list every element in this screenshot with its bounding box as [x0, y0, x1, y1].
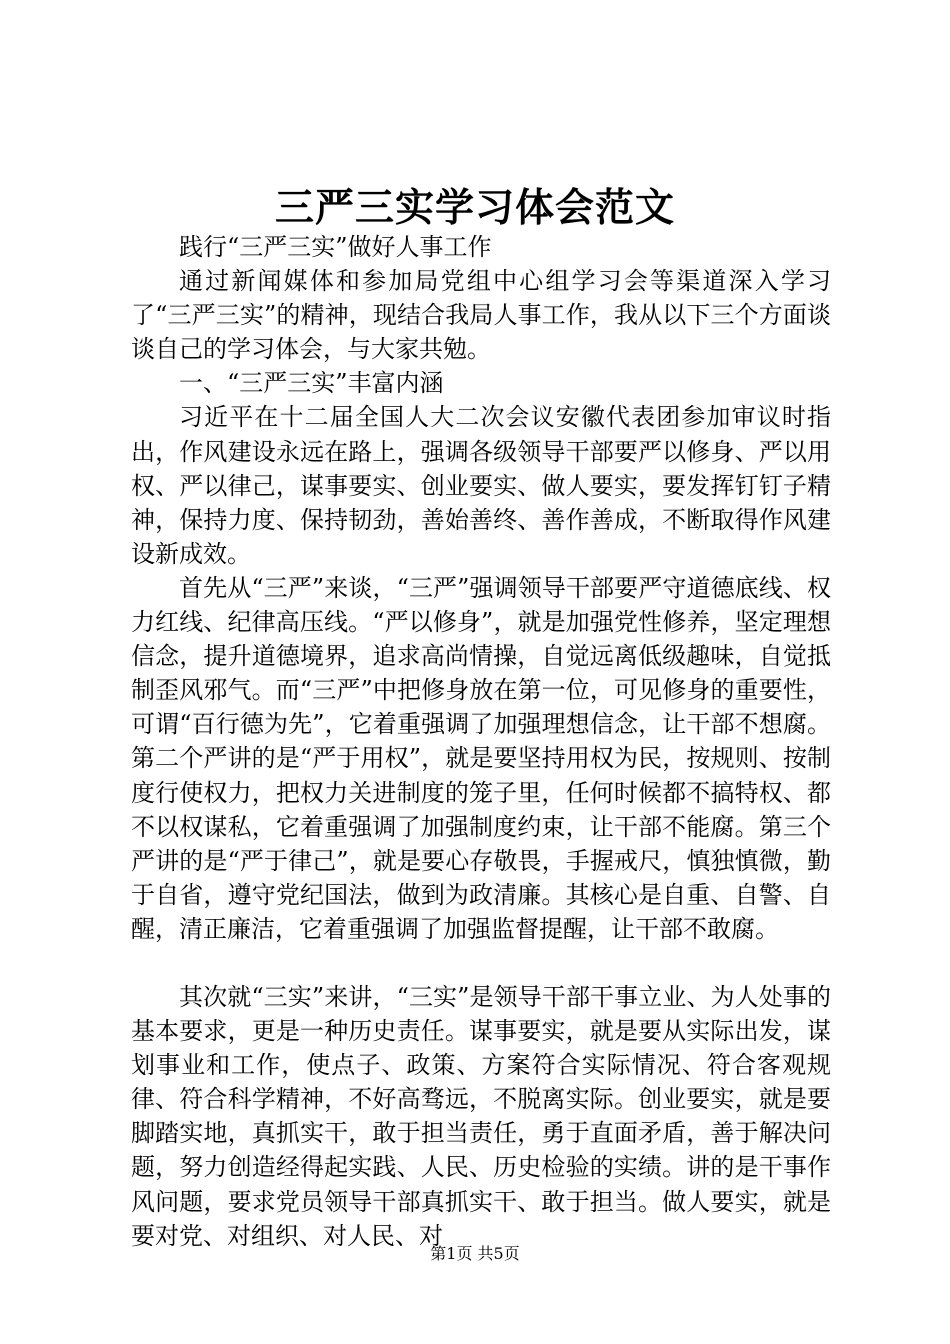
blank-line — [131, 946, 831, 980]
body-paragraph: 习近平在十二届全国人大二次会议安徽代表团参加审议时指出，作风建设永远在路上，强调各级领导干部要严以修身、严以用权、严以律己，谋事要实、创业要实、做人要实，要发挥钉钉子精神，保持力度、保持韧劲，善始善终、善作善成，不断取得作风建设新成效。 — [131, 403, 831, 568]
subtitle-paragraph: 践行“三严三实”做好人事工作 — [179, 233, 492, 261]
body-paragraph: 首先从“三严”来谈，“三严”强调领导干部要严守道德底线、权力红线、纪律高压线。“严以修身”，就是加强党性修养，坚定理想信念，提升道德境界，追求高尚情操，自觉远离低级趣味，自觉抵制歪风邪气。而“三严”中把修身放在第一位，可见修身的重要性，可谓“百行德为先”，它着重强调了加强理想信念，让干部不想腐。第二个严讲的是“严于用权”，就是要坚持用权为民，按规则、按制度行使权力，把权力关进制度的笼子里，任何时候都不搞特权、都不以权谋私，它着重强调了加强制度约束，让干部不能腐。第三个严讲的是“严于律己”，就是要心存敬畏，手握戒尺，慎独慎微，勤于自省，遵守党纪国法，做到为政清廉。其核心是自重、自警、自醒，清正廉洁，它着重强调了加强监督提醒，让干部不敢腐。 — [131, 573, 831, 943]
body-paragraph: 其次就“三实”来讲，“三实”是领导干部干事立业、为人处事的基本要求，更是一种历史责任。谋事要实，就是要从实际出发，谋划事业和工作，使点子、政策、方案符合实际情况、符合客观规律、符合科学精神，不好高骛远，不脱离实际。创业要实，就是要脚踏实地，真抓实干，敢于担当责任，勇于直面矛盾，善于解决问题，努力创造经得起实践、人民、历史检验的实绩。讲的是干事作风问题，要求党员领导干部真抓实干、敢于担当。做人要实，就是要对党、对组织、对人民、对 — [131, 982, 831, 1250]
page-footer: 第1页 共5页 — [430, 1244, 520, 1263]
document-title: 三严三实学习体会范文 — [274, 185, 675, 231]
document-body — [131, 230, 831, 1253]
section-heading: 一、“三严三实”丰富内涵 — [179, 369, 444, 398]
intro-paragraph: 通过新闻媒体和参加局党组中心组学习会等渠道深入学习了“三严三实”的精神，现结合我局人事工作，我从以下三个方面谈谈自己的学习体会，与大家共勉。 — [131, 267, 831, 364]
